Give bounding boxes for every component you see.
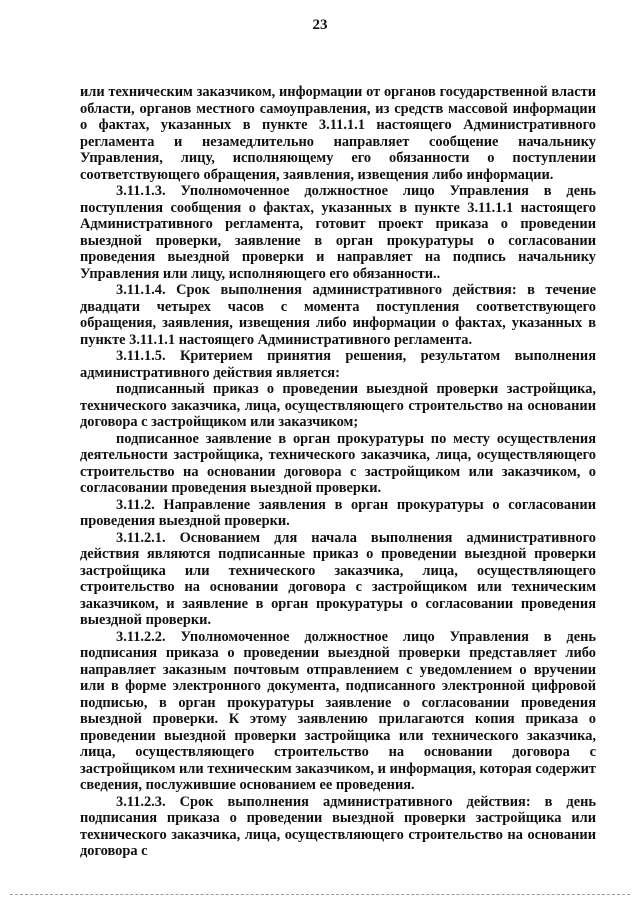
document-body — [80, 84, 596, 860]
paragraph: подписанный приказ о проведении выездной проверки застройщика, технического заказчика, лица, осуществляющего строительство на основании договора с застройщиком или заказчиком; — [80, 381, 596, 430]
paragraph: 3.11.2. Направление заявления в орган прокуратуры о согласовании проведения выездной проверки. — [80, 496, 596, 529]
bottom-divider — [10, 894, 630, 895]
paragraph: подписанное заявление в орган прокуратуры по месту осуществления деятельности застройщика, технического заказчика, лица, осуществляющего строительство на основании договора с застройщиком или заказчиком, о согласовании проведения выездной проверки. — [80, 430, 596, 496]
paragraph: 3.11.2.2. Уполномоченное должностное лицо Управления в день подписания приказа о проведении выездной проверки представляет либо направляет заказным почтовым отправлением с уведомлением о вручении или в форме электронного документа, подписанного электронной цифровой подписью, в орган прокуратуры заявление о согласовании проведения выездной проверки. К этому заявлению прилагаются копия приказа о проведении выездной проверки застройщика или технического заказчика, лица, осуществляющего строительство на основании договора с застройщиком или техническим заказчиком, и информация, которая содержит сведения, послужившие основанием ее проведения. — [80, 628, 596, 793]
paragraph: 3.11.2.1. Основанием для начала выполнения административного действия являются подписанные приказ о проведении выездной проверки застройщика или технического заказчика, лица, осуществляющего строительство на основании договора с застройщиком или техническим заказчиком, и заявление в орган прокуратуры о согласовании проведения выездной проверки. — [80, 529, 596, 628]
paragraph: 3.11.1.5. Критерием принятия решения, результатом выполнения административного действия является: — [80, 348, 596, 381]
paragraph: 3.11.2.3. Срок выполнения административного действия: в день подписания приказа о проведении выездной проверки застройщика или технического заказчика, лица, осуществляющего строительство на основании договора с — [80, 793, 596, 859]
paragraph: 3.11.1.3. Уполномоченное должностное лицо Управления в день поступления сообщения о фактах, указанных в пункте 3.11.1.1 настоящего Административного регламента, готовит проект приказа о проведении выездной проверки, заявление в орган прокуратуры о согласовании проведения выездной проверки и направляет на подпись начальнику Управления или лицу, исполняющего его обязанности.. — [80, 183, 596, 282]
paragraph: или техническим заказчиком, информации от органов государственной власти области, органов местного самоуправления, из средств массовой информации о фактах, указанных в пункте 3.11.1.1 настоящего Административного регламента и незамедлительно направляет сообщение начальнику Управления, лицу, исполняющему его обязанности о поступлении соответствующего обращения, заявления, извещения либо информации. — [80, 84, 596, 183]
page-number: 23 — [312, 17, 328, 33]
paragraph: 3.11.1.4. Срок выполнения административного действия: в течение двадцати четырех часов с момента поступления соответствующего обращения, заявления, извещения либо информации о фактах, указанных в пункте 3.11.1.1 настоящего Административного регламента. — [80, 282, 596, 348]
